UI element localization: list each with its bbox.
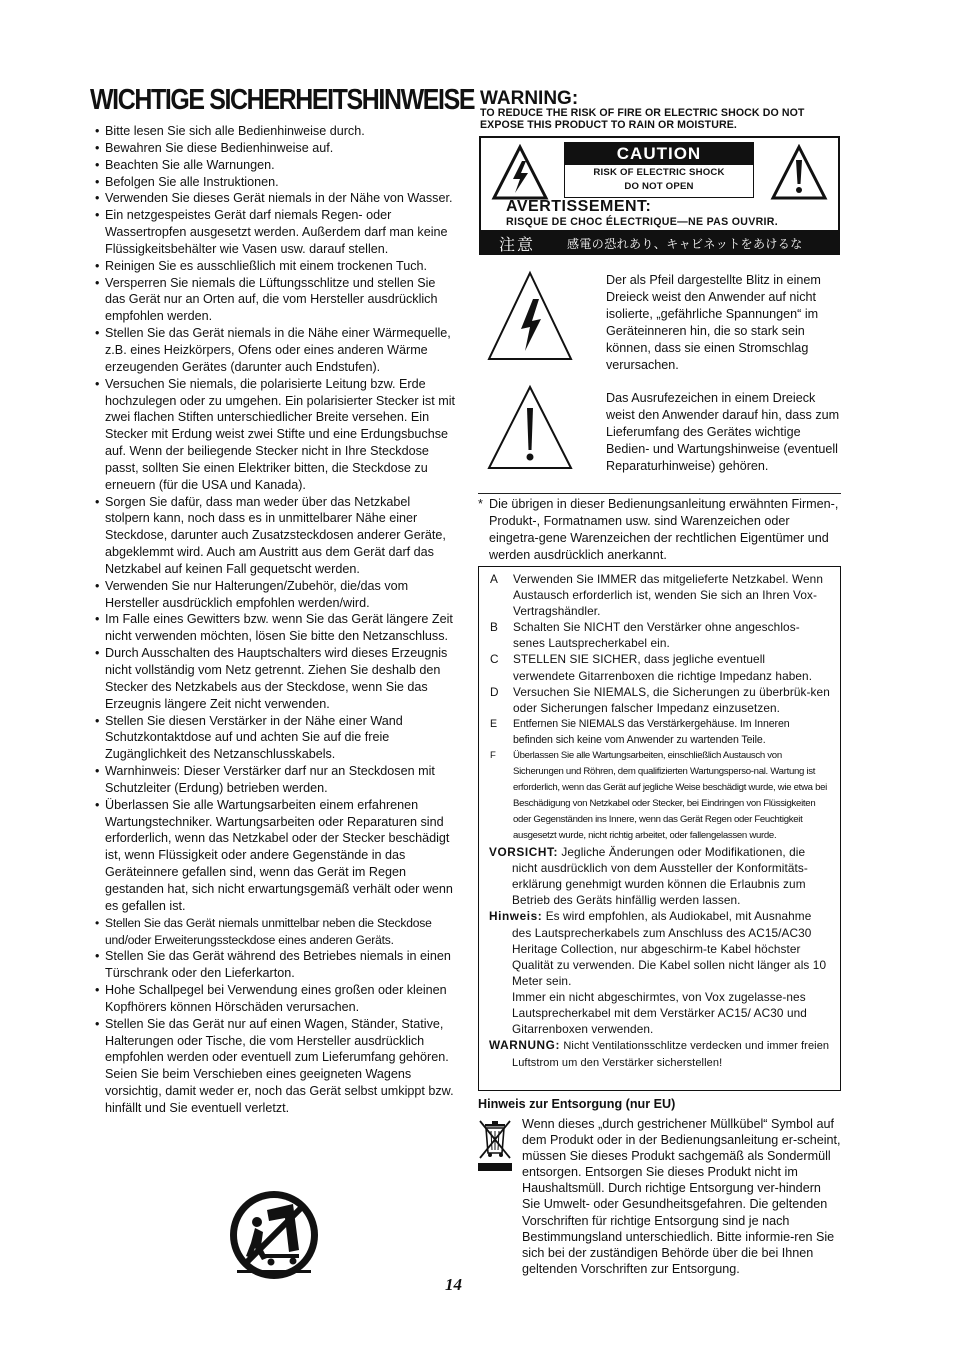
lightning-bolt-triangle-icon	[487, 269, 573, 363]
note-letter: B	[490, 620, 498, 635]
caution-line: RISK OF ELECTRIC SHOCK	[593, 167, 725, 178]
page-number: 14	[445, 1275, 462, 1294]
note-text: Verwenden Sie IMMER das mitgelieferte Netzkabel. Wenn Austausch erforderlich ist, wenden Sie sich an Ihren Vox-Vertragshändler.	[513, 572, 823, 619]
note-text: Überlassen Sie alle Wartungsarbeiten, einschließlich Austausch von Sicherungen und Röhren, dem qualifizierten Wartungsperso-nal. Wartung ist erforderlich, wenn das Gerät auf jegliche Weise beschädigt wurde, wie etwa bei Beschädigung von Netzkabel oder Stecker, bei Eindringen von Flüssigkeiten oder Gegenständen ins Innere, wenn das Gerät Regen oder Feuchtigkeit ausgesetzt wurde, nicht richtig arbeitet, oder fallengelassen wurde.	[513, 750, 827, 842]
list-item: • Versperren Sie niemals die Lüftungsschlitze und stellen Sie das Gerät nur an Orten auf, die vom Hersteller ausdrücklich empfohlen werden.	[93, 275, 457, 326]
list-item	[489, 716, 830, 748]
list-item: • Überlassen Sie alle Wartungsarbeiten einem erfahrenen Wartungstechniker. Wartungsarbeiten oder Reparaturen sind erforderlich, wenn das Netzkabel oder der Stecker beschädigt ist, wenn Flüssigkeit oder andere Gegenstände in das Geräteinnere gefallen sind, wenn das Gerät im Regen gestanden hat, sich nicht erwartungsgemäß verhält oder wenn es gefallen ist.	[93, 797, 457, 915]
divider	[478, 493, 841, 494]
vorsicht-note	[489, 844, 830, 908]
caution-heading: CAUTION	[565, 143, 753, 165]
caution-panel	[564, 142, 754, 198]
list-item: • Stellen Sie das Gerät niemals in die Nähe einer Wärmequelle, z.B. eines Heizkörpers, Ofens oder eines anderen Wärme erzeugenden Gerätes (darunter auch Endstufen).	[93, 325, 457, 376]
disposal-text: Wenn dieses „durch gestrichener Müllkübel“ Symbol auf dem Produkt oder in der Bedienungsanleitung er-scheint, müssen Sie dieses Produkt sachgemäß als Sondermüll entsorgen. Entsorgen Sie dieses Produkt nicht im Haushaltsmüll. Durch richtige Entsorgung ver-hindern Sie Umwelt- oder Gesundheitsgefahren. Die geltenden Vorschriften für richtige Entsorgung sind je nach Bestimmungsland unterschiedlich. Bitte informie-ren Sie sich bei der zuständigen Behörde über die bei Ihnen geltenden Vorschriften zur Entsorgung.	[522, 1117, 841, 1276]
note-text: Versuchen Sie NIEMALS, die Sicherungen zu überbrük-ken oder Sicherungen falscher Impedanz einzusetzen.	[513, 684, 830, 715]
exclamation-triangle-icon	[487, 384, 573, 472]
note-text: Entfernen Sie NIEMALS das Verstärkergehäuse. Im Inneren befinden sich keine vom Anwender zu wartenden Teile.	[513, 717, 790, 746]
japanese-warning-bar	[481, 230, 838, 253]
list-item: • Versuchen Sie niemals, die polarisierte Leitung bzw. Erde hochzulegen oder zu umgehen. Ein polarisierter Stecker ist mit zwei flachen Stiften unterschiedlicher Breite versehen. Ein Stecker mit Erdung weist zwei Stifte und eine Erdungsbuchse auf. Wenn der beiliegende Stecker nicht in Ihre Steckdose passt, sollten Sie einen Elektriker bitten, die Steckdose zu erneuern (für die USA und Kanada).	[93, 376, 457, 494]
avertissement-heading: AVERTISSEMENT:	[506, 198, 652, 215]
list-item: • Verwenden Sie dieses Gerät niemals in der Nähe von Wasser.	[93, 190, 457, 207]
caution-line: DO NOT OPEN	[624, 181, 694, 192]
warning-title: WARNING:	[480, 88, 579, 109]
list-item	[489, 748, 830, 844]
list-item: • Im Falle eines Gewitters bzw. wenn Sie das Gerät längere Zeit nicht verwenden möchten, lösen Sie bitte den Netzanschluss.	[93, 611, 457, 645]
amplifier-notes-box	[478, 566, 841, 1091]
list-item	[489, 684, 830, 716]
list-item: • Warnhinweis: Dieser Verstärker darf nur an Steckdosen mit Schutzleiter (Erdung) betrieben werden.	[93, 763, 457, 797]
list-item: • Sorgen Sie dafür, dass man weder über das Netzkabel stolpern kann, noch dass es in unmittelbarer Nähe einer Steckdose, darunter auch Zusatzsteckdosen anderer Geräte, abgeklemmt wird. Auch am Austritt aus dem Gerät darf das Netzkabel auf keinen Fall gequetscht werden.	[93, 494, 457, 578]
list-item: • Bitte lesen Sie sich alle Bedienhinweise durch.	[93, 123, 457, 140]
vorsicht-text: Jegliche Änderungen oder Modifikationen, die nicht ausdrücklich von dem Aussteller der Konformitäts-erklärung genehmigt wurden können die Erlaubnis zum Betrieb des Geräts hinfällig werden lassen.	[512, 845, 808, 908]
note-letter: F	[490, 750, 496, 762]
vorsicht-label: VORSICHT:	[489, 845, 558, 860]
warning-subtitle: TO REDUCE THE RISK OF FIRE OR ELECTRIC SHOCK DO NOT EXPOSE THIS PRODUCT TO RAIN OR MOISTURE.	[480, 107, 805, 131]
list-item: • Reinigen Sie es ausschließlich mit einem trockenen Tuch.	[93, 258, 457, 275]
list-item	[489, 571, 830, 619]
safety-bullet-list	[93, 123, 457, 1117]
list-item: • Ein netzgespeistes Gerät darf niemals Regen- oder Wassertropfen ausgesetzt werden. Außerdem darf man keine Flüssigkeitsbehälter wie Vasen usw. darauf stellen.	[93, 207, 457, 258]
hinweis-note-continued: Immer ein nicht abgeschirmtes, von Vox zugelasse-nes Lautsprecherkabel mit dem Verstärker AC15/ AC30 und Gitarrenboxen verwenden.	[512, 989, 807, 1037]
list-item: • Stellen Sie das Gerät während des Betriebes niemals in einen Türschrank oder den Lieferkarton.	[93, 948, 457, 982]
hinweis-text: Es wird empfohlen, als Audiokabel, mit Ausnahme des Lautsprecherkabels zum Anschluss des AC15/AC30 Heritage Collection, nur abgeschirm-te Kabel höchster Qualität zu verwenden. Die Kabel sollen nicht länger als 10 Meter sein.	[512, 909, 827, 988]
page-title: WICHTIGE SICHERHEITSHINWEISE	[90, 84, 475, 116]
note-letter: A	[490, 572, 498, 586]
list-item: • Stellen Sie das Gerät niemals unmittelbar neben die Steckdose und/oder Erweiterungssteckdose eines anderen Geräts.	[93, 915, 457, 949]
japanese-caution-text: 感電の恐れあり、キャビネットをあけるな	[567, 237, 803, 251]
list-item: • Befolgen Sie alle Instruktionen.	[93, 174, 457, 191]
warnung-note	[489, 1037, 830, 1071]
list-item	[489, 651, 830, 683]
hinweis-label: Hinweis:	[489, 909, 543, 924]
safety-instructions	[93, 123, 457, 1117]
list-item: • Bewahren Sie diese Bedienhinweise auf.	[93, 140, 457, 157]
warnung-text: Nicht Ventilationsschlitze verdecken und immer freien Luftstrom um den Verstärker sicherstellen!	[512, 1040, 830, 1070]
list-item: • Beachten Sie alle Warnungen.	[93, 157, 457, 174]
disposal-heading: Hinweis zur Entsorgung (nur EU)	[478, 1097, 676, 1111]
bolt-symbol-description: Der als Pfeil dargestellte Blitz in einem Dreieck weist den Anwender auf nicht isolierte, „gefährliche Spannungen“ im Geräteinneren hin, die so stark sein können, dass sie einen Stromschlag verursachen.	[606, 273, 821, 372]
trademark-note: * Die übrigen in dieser Bedienungsanleitung erwähnten Firmen-, Produkt-, Formatnamen usw. sind Warenzeichen oder eingetra-gene Warenzeichen der rechtlichen Eigentümer und werden ausdrücklich anerkannt.	[478, 496, 840, 564]
lightning-bolt-triangle-icon	[491, 144, 549, 202]
note-text: Schalten Sie NICHT den Verstärker ohne angeschlos-senes Lautsprecherkabel ein.	[513, 620, 800, 651]
note-letter: C	[490, 652, 499, 667]
crossed-out-wheelie-bin-icon	[476, 1117, 514, 1175]
note-text: STELLEN SIE SICHER, dass jegliche eventuell verwendete Gitarrenboxen die richtige Impedanz haben.	[513, 652, 813, 683]
list-item	[489, 619, 830, 651]
japanese-caution-label: 注意	[499, 237, 536, 254]
list-item: • Stellen Sie das Gerät nur auf einen Wagen, Ständer, Stative, Halterungen oder Tische, die vom Hersteller ausdrücklich empfohlen werden oder eventuell zum Lieferumfang gehören. Seien Sie beim Verschieben eines geeigneten Wagens vorsichtig, damit weder er, noch das Gerät selbst umkippt bzw. hinfällt und Sie eventuell verletzt.	[93, 1016, 457, 1117]
caution-label	[479, 136, 840, 255]
warnung-label: WARNUNG:	[489, 1038, 560, 1053]
note-letter: E	[490, 717, 497, 730]
list-item: • Hohe Schallpegel bei Verwendung eines großen oder kleinen Kopfhörers können Hörschäden verursachen.	[93, 982, 457, 1016]
list-item: • Stellen Sie diesen Verstärker in der Nähe einer Wand Schutzkontaktdose auf und achten Sie auf die freie Zugänglichkeit des Netzanschlusskabels.	[93, 713, 457, 764]
list-item: • Durch Ausschalten des Hauptschalters wird dieses Erzeugnis nicht vollständig vom Netz getrennt. Ziehen Sie deshalb den Stecker des Netzkabels aus der Steckdose, wenn Sie das Erzeugnis längere Zeit nicht verwenden.	[93, 645, 457, 712]
avertissement-line: RISQUE DE CHOC ÉLECTRIQUE—NE PAS OUVRIR.	[506, 216, 778, 228]
hinweis-note	[489, 908, 830, 988]
cart-tip-over-warning-icon	[227, 1188, 321, 1282]
list-item: • Verwenden Sie nur Halterungen/Zubehör, die/das vom Hersteller ausdrücklich empfohlen werden/wird.	[93, 578, 457, 612]
note-letter: D	[490, 684, 499, 699]
exclamation-symbol-description: Das Ausrufezeichen in einem Dreieck weist den Anwender darauf hin, dass zum Lieferumfang des Gerätes wichtige Bedien- und Wartungshinweise (eventuell Reparaturhinweise) gehören.	[606, 391, 840, 473]
exclamation-triangle-icon	[770, 144, 828, 202]
